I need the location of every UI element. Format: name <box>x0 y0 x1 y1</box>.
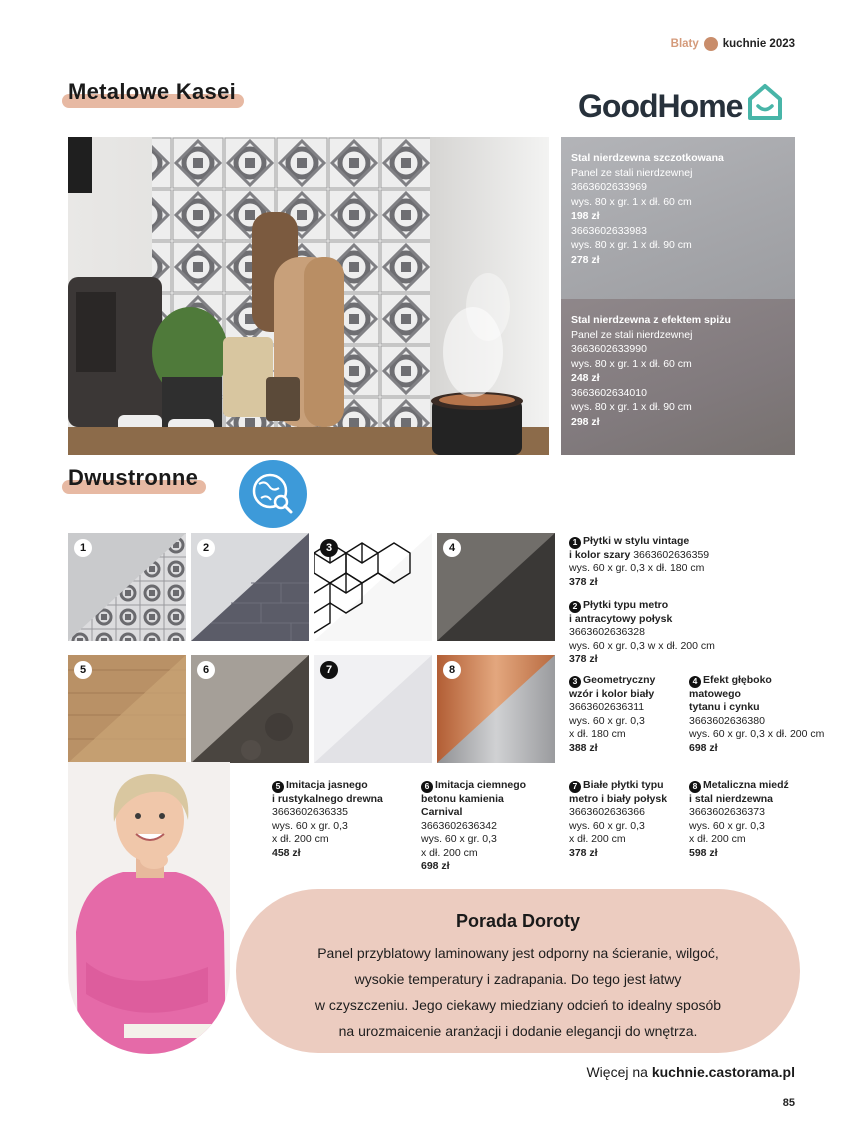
tile-number-badge: 3 <box>320 539 338 557</box>
page-category <box>671 37 795 51</box>
tile-number-badge: 1 <box>74 539 92 557</box>
advice-box <box>236 889 800 1053</box>
tile-2-metro <box>191 533 309 641</box>
product-1-description: 1 Płytki w stylu vintage i kolor szary 3663602636359 wys. 60 x gr. 0,3 x dł. 180 cm 378 zł <box>569 535 710 588</box>
tile-7-white-metro <box>314 655 432 763</box>
advisor-portrait <box>68 762 230 1054</box>
product-8-description: 8 Metaliczna miedź i stal nierdzewna 3663602636373 wys. 60 x gr. 0,3 x dł. 200 cm 598 zł <box>689 779 789 859</box>
product-7-description: 7 Białe płytki typu metro i biały połysk 3663602636366 wys. 60 x gr. 0,3 x dł. 200 cm 378 zł <box>569 779 668 859</box>
tile-number-badge: 5 <box>74 661 92 679</box>
advice-title: Porada Doroty <box>455 911 581 931</box>
kitchen-photo <box>68 137 549 455</box>
more-info-link[interactable]: Więcej na kuchnie.castorama.pl <box>586 1064 795 1080</box>
section-heading-double-sided: Dwustronne <box>68 465 198 491</box>
tile-number-badge: 4 <box>443 539 461 557</box>
tile-5-light-wood <box>68 655 186 763</box>
tile-6-dark-concrete <box>191 655 309 763</box>
product-3-description: 3 Geometryczny wzór i kolor biały 3663602636311 wys. 60 x gr. 0,3 x dł. 180 cm 388 zł <box>569 674 656 754</box>
product-2-description: 2 Płytki typu metro i antracytowy połysk 3663602636328 wys. 60 x gr. 0,3 w x dł. 200 cm 378 zł <box>569 599 715 666</box>
category-label: Blaty <box>670 38 699 50</box>
advice-text: Panel przyblatowy laminowany jest odporny na ścieranie, wilgoć, wysokie temperatury i zadrapania. Do tego jest łatwy w czyszczeniu. Jego ciekawy miedziany odcień to idealny sposób na urozmaicenie aranżacji i dodanie elegancji do wnętrza. <box>314 945 722 1039</box>
tile-1-vintage <box>68 533 186 641</box>
tile-number-badge: 6 <box>197 661 215 679</box>
tile-3-geometric <box>314 533 432 641</box>
section-heading-metal: Metalowe Kasei <box>68 79 236 105</box>
product-5-description: 5 Imitacja jasnego i rustykalnego drewna 3663602636335 wys. 60 x gr. 0,3 x dł. 200 cm 458 zł <box>272 779 383 859</box>
swatch-brushed-steel: Stal nierdzewna szczotkowana Panel ze stali nierdzewnej 3663602633969 wys. 80 x gr. 1 x dł. 60 cm 198 zł 3663602633983 wys. 80 x gr. 1 x dł. 90 cm 278 zł <box>561 137 795 299</box>
tile-number-badge: 2 <box>197 539 215 557</box>
website-link[interactable]: kuchnie.castorama.pl <box>651 1064 795 1080</box>
tile-number-badge: 7 <box>320 661 338 679</box>
brand-wordmark: GoodHome <box>578 88 743 124</box>
category-dot-icon <box>704 37 718 51</box>
tile-4-titanium <box>437 533 555 641</box>
kitchen-illustration <box>68 137 549 455</box>
tile-number-badge: 8 <box>443 661 461 679</box>
tile-8-copper-steel <box>437 655 555 763</box>
swatch-bronze-steel: Stal nierdzewna z efektem spiżu Panel ze stali nierdzewnej 3663602633990 wys. 80 x gr. 1 x dł. 60 cm 248 zł 3663602634010 wys. 80 x gr. 1 x dł. 90 cm 298 zł <box>561 299 795 455</box>
section-label: kuchnie 2023 <box>722 38 795 50</box>
product-4-description: 4 Efekt głęboko matowego tytanu i cynku 3663602636380 wys. 60 x gr. 0,3 x dł. 200 cm 698 zł <box>689 674 825 754</box>
product-6-description: 6 Imitacja ciemnego betonu kamienia Carnival 3663602636342 wys. 60 x gr. 0,3 x dł. 200 cm 698 zł <box>421 779 527 873</box>
goodhome-logo <box>578 82 784 122</box>
house-logo-icon <box>746 82 784 122</box>
globe-search-icon <box>239 460 307 528</box>
page-number: 85 <box>782 1097 795 1109</box>
